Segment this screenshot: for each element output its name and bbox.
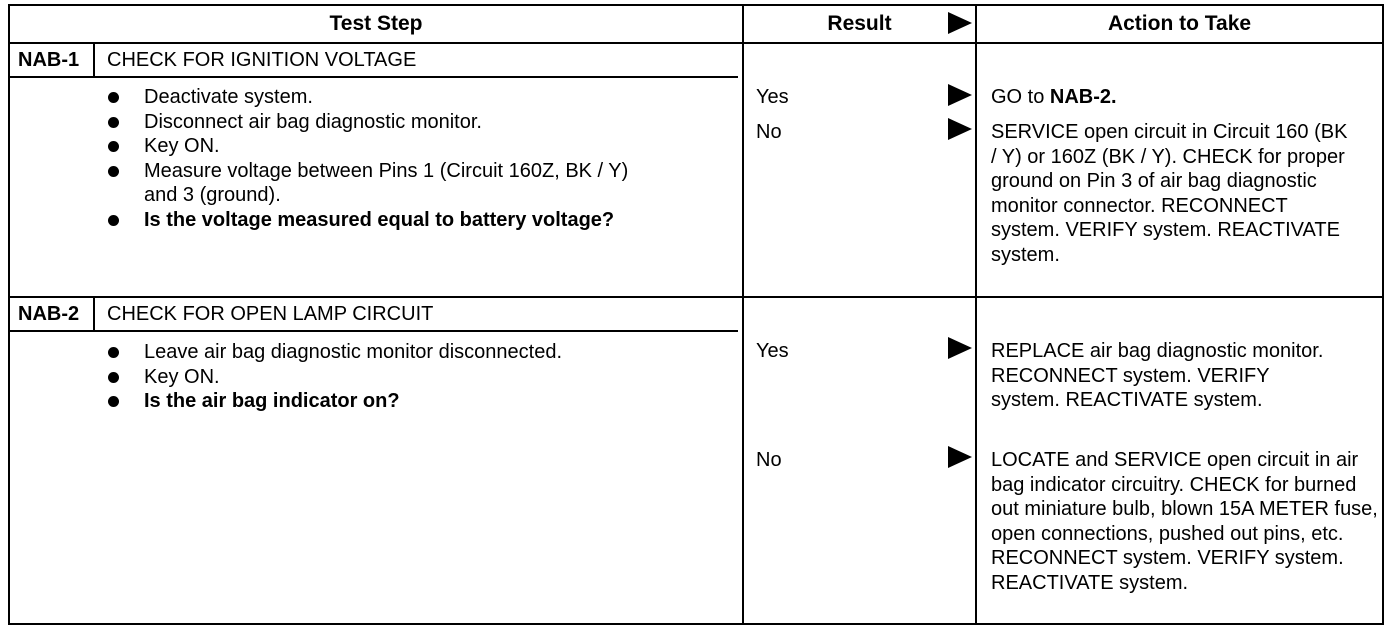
result-arrow-icon [948,12,972,34]
header-test-step: Test Step [329,12,423,35]
action-text: REPLACE air bag diagnostic monitor. RECONNECT system. VERIFY system. REACTIVATE system. [991,340,1324,411]
instruction-item: Measure voltage between Pins 1 (Circuit 160Z, BK / Y) and 3 (ground). [108,159,648,208]
step-instructions [108,340,708,414]
instruction-item: Leave air bag diagnostic monitor disconnected. [108,340,708,365]
table-border-left [8,4,10,625]
result-label: No [756,449,782,471]
step-title-divider [8,76,738,78]
result-label: Yes [756,340,789,362]
step-title: CHECK FOR IGNITION VOLTAGE [107,49,417,71]
column-divider-result [742,4,744,625]
table-border-bottom [8,623,1384,625]
step-id: NAB-1 [18,49,80,71]
header-result: Result [827,12,892,35]
header-action: Action to Take [1107,12,1252,35]
action-text [991,85,1381,110]
instruction-item: Deactivate system. [108,85,648,110]
result-arrow-icon [948,118,972,140]
result-arrow-icon [948,337,972,359]
step-instructions [108,85,648,232]
result-label: No [756,121,782,143]
step-id: NAB-2 [18,303,80,325]
row-divider [8,296,1384,298]
instruction-item: Key ON. [108,365,708,390]
step-title-divider [8,330,738,332]
step-title: CHECK FOR OPEN LAMP CIRCUIT [107,303,434,325]
table-border-right [1382,4,1384,625]
action-text: SERVICE open circuit in Circuit 160 (BK / Y) or 160Z (BK / Y). CHECK for proper ground on Pin 3 of air bag diagnostic monitor connector. RECONNECT system. VERIFY system. REACTIVATE system. [991,121,1348,266]
column-divider-action [975,4,977,625]
result-arrow-icon [948,84,972,106]
instruction-question: Is the voltage measured equal to battery voltage? [108,208,648,233]
instruction-item: Key ON. [108,134,648,159]
instruction-item: Disconnect air bag diagnostic monitor. [108,110,648,135]
action-text: LOCATE and SERVICE open circuit in air bag indicator circuitry. CHECK for burned out miniature bulb, blown 15A METER fuse, open connections, pushed out pins, etc. RECONNECT system. VERIFY system. REACTIVATE system. [991,449,1378,594]
step-id-divider [93,42,95,78]
instruction-question: Is the air bag indicator on? [108,389,708,414]
result-arrow-icon [948,446,972,468]
action-text-part: GO to [991,86,1050,108]
step-id-divider [93,296,95,332]
result-label: Yes [756,86,789,108]
action-step-link: NAB-2. [1049,86,1117,108]
